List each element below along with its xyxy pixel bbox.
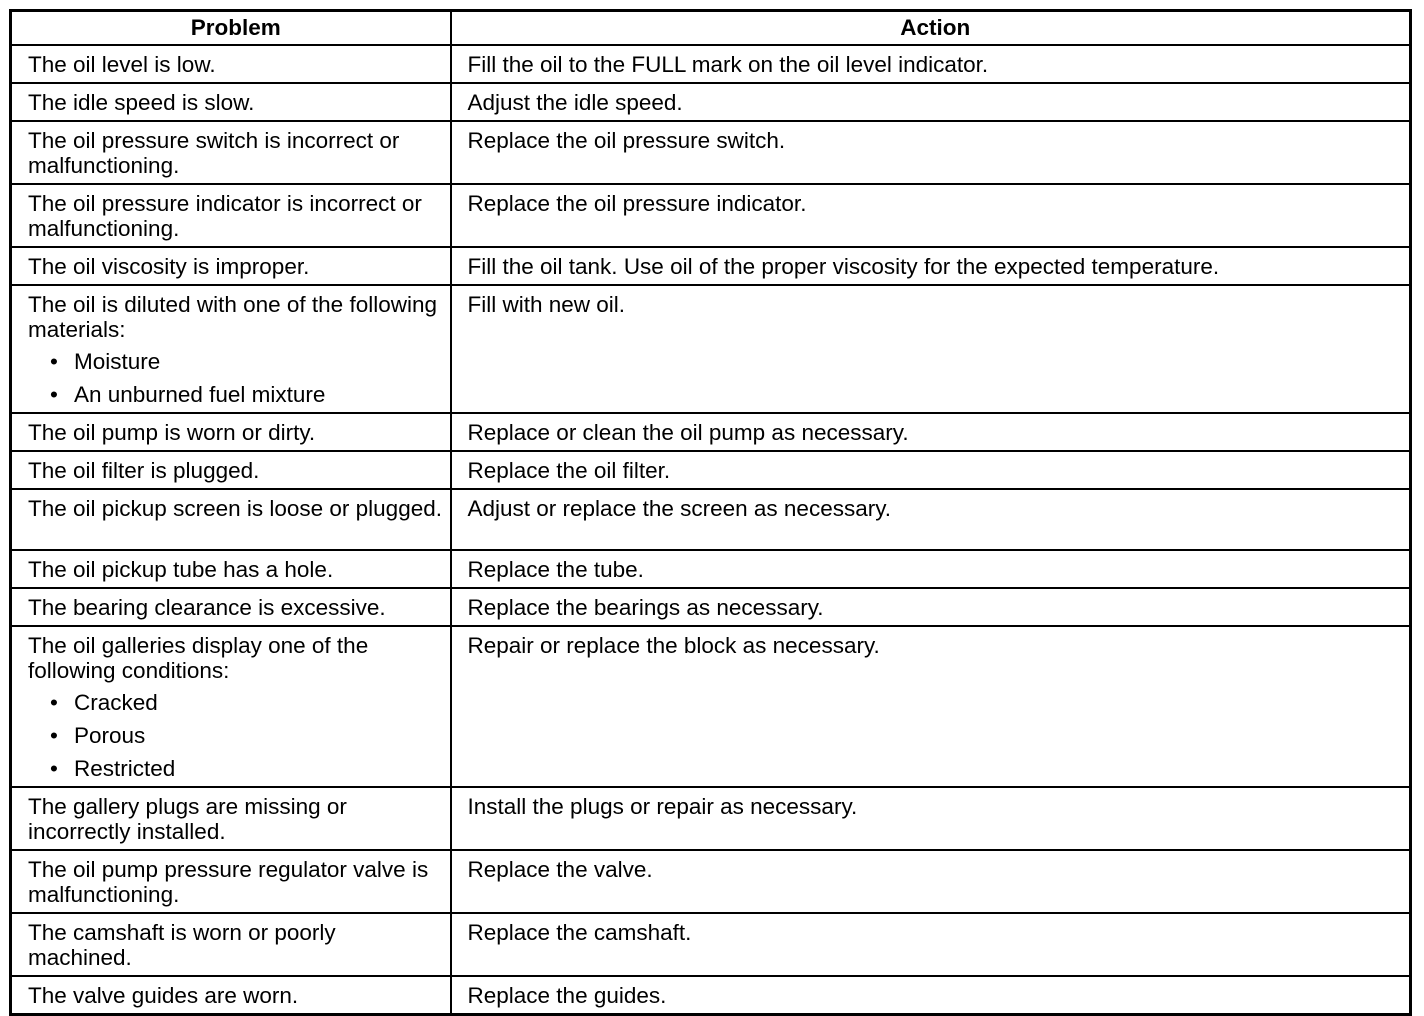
- action-column-header: Action: [451, 11, 1411, 46]
- problem-cell: The oil filter is plugged.: [11, 451, 451, 489]
- problem-cell: The bearing clearance is excessive.: [11, 588, 451, 626]
- bullet-list: [28, 349, 444, 407]
- problem-cell: The oil viscosity is improper.: [11, 247, 451, 285]
- action-cell: Install the plugs or repair as necessary.: [451, 787, 1411, 850]
- problem-text: The oil is diluted with one of the following materials:: [28, 292, 437, 342]
- diagnosis-table: [9, 9, 1412, 1016]
- problem-cell: The oil pressure switch is incorrect or malfunctioning.: [11, 121, 451, 184]
- list-item: [28, 690, 444, 715]
- action-cell: Replace the oil pressure switch.: [451, 121, 1411, 184]
- action-cell: Replace the oil filter.: [451, 451, 1411, 489]
- problem-cell: The oil pump pressure regulator valve is malfunctioning.: [11, 850, 451, 913]
- bullet-icon: •: [50, 756, 58, 781]
- list-item: [28, 382, 444, 407]
- bullet-list: [28, 690, 444, 781]
- action-cell: Replace the camshaft.: [451, 913, 1411, 976]
- table-row: [11, 285, 1411, 413]
- action-cell: Fill the oil to the FULL mark on the oil level indicator.: [451, 45, 1411, 83]
- table-row: [11, 184, 1411, 247]
- list-item: [28, 349, 444, 374]
- problem-cell: The oil level is low.: [11, 45, 451, 83]
- bullet-text: Porous: [74, 723, 146, 748]
- diagnostic-document: [9, 9, 1409, 1016]
- table-row: [11, 787, 1411, 850]
- action-cell: Fill the oil tank. Use oil of the proper viscosity for the expected temperature.: [451, 247, 1411, 285]
- problem-cell: The idle speed is slow.: [11, 83, 451, 121]
- action-cell: Adjust the idle speed.: [451, 83, 1411, 121]
- table-row: [11, 626, 1411, 787]
- problem-cell: The oil pressure indicator is incorrect or malfunctioning.: [11, 184, 451, 247]
- table-header-row: [11, 11, 1411, 46]
- problem-cell: The valve guides are worn.: [11, 976, 451, 1015]
- table-row: [11, 976, 1411, 1015]
- bullet-text: Cracked: [74, 690, 158, 715]
- problem-text: The oil galleries display one of the following conditions:: [28, 633, 369, 683]
- problem-cell: The oil pump is worn or dirty.: [11, 413, 451, 451]
- bullet-icon: •: [50, 723, 58, 748]
- action-cell: Replace the valve.: [451, 850, 1411, 913]
- action-cell: Replace or clean the oil pump as necessary.: [451, 413, 1411, 451]
- table-row: [11, 850, 1411, 913]
- action-cell: Replace the guides.: [451, 976, 1411, 1015]
- problem-cell: [11, 626, 451, 787]
- table-row: [11, 413, 1411, 451]
- table-row: [11, 247, 1411, 285]
- bullet-icon: •: [50, 349, 58, 374]
- bullet-text: Restricted: [74, 756, 176, 781]
- table-row: [11, 83, 1411, 121]
- bullet-text: Moisture: [74, 349, 161, 374]
- action-cell: Repair or replace the block as necessary.: [451, 626, 1411, 787]
- action-cell: Adjust or replace the screen as necessary.: [451, 489, 1411, 550]
- problem-cell: [11, 285, 451, 413]
- table-row: [11, 588, 1411, 626]
- table-row: [11, 121, 1411, 184]
- problem-cell: The camshaft is worn or poorly machined.: [11, 913, 451, 976]
- action-cell: Fill with new oil.: [451, 285, 1411, 413]
- bullet-icon: •: [50, 382, 58, 407]
- action-cell: Replace the oil pressure indicator.: [451, 184, 1411, 247]
- problem-cell: The oil pickup screen is loose or plugged.: [11, 489, 451, 550]
- problem-cell: The oil pickup tube has a hole.: [11, 550, 451, 588]
- action-cell: Replace the tube.: [451, 550, 1411, 588]
- list-item: [28, 756, 444, 781]
- problem-cell: The gallery plugs are missing or incorrectly installed.: [11, 787, 451, 850]
- table-row: [11, 489, 1411, 550]
- bullet-icon: •: [50, 690, 58, 715]
- problem-column-header: Problem: [11, 11, 451, 46]
- table-row: [11, 45, 1411, 83]
- bullet-text: An unburned fuel mixture: [74, 382, 326, 407]
- table-row: [11, 913, 1411, 976]
- list-item: [28, 723, 444, 748]
- action-cell: Replace the bearings as necessary.: [451, 588, 1411, 626]
- table-row: [11, 550, 1411, 588]
- table-row: [11, 451, 1411, 489]
